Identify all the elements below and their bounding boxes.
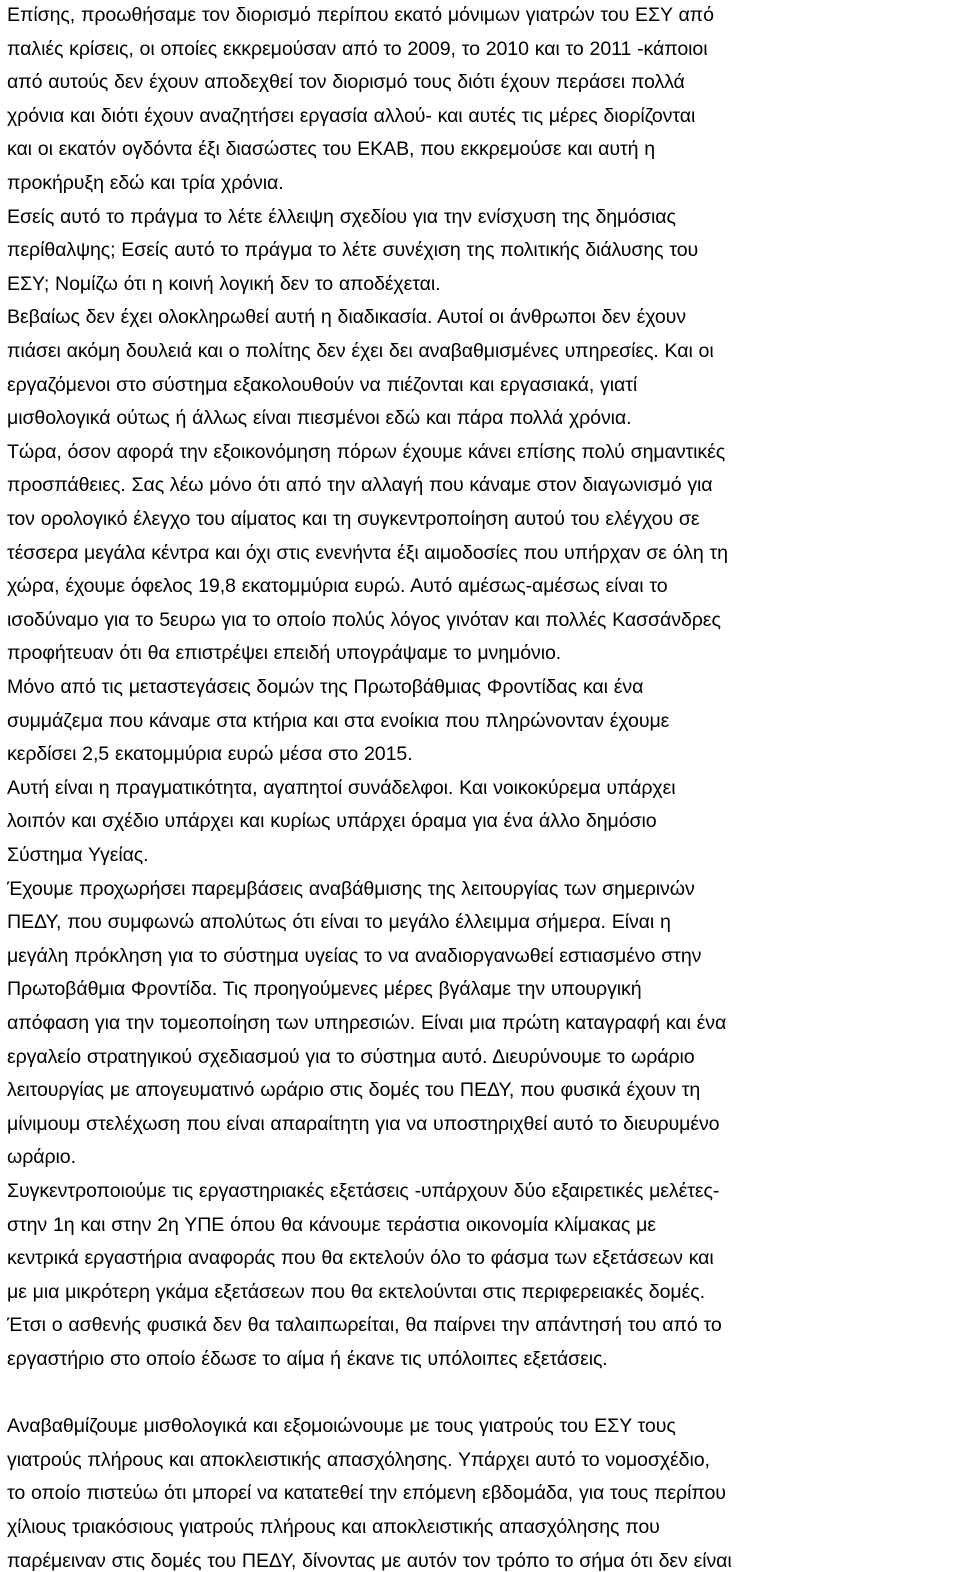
text-line: ΠΕΔΥ, που συμφωνώ απολύτως ότι είναι το μεγάλο έλλειμμα σήμερα. Είναι η [7, 911, 671, 934]
text-line: τον ορολογικό έλεγχο του αίματος και τη συγκεντροποίηση αυτού του ελέγχου σε [7, 508, 700, 530]
text-line: Συγκεντροποιούμε τις εργαστηριακές εξετάσεις -υπάρχουν δύο εξαιρετικές μελέτες- [7, 1180, 720, 1202]
text-line: εργαζόμενοι στο σύστημα εξακολουθούν να πιέζονται και εργασιακά, γιατί [7, 373, 638, 396]
text-line: κερδίσει 2,5 εκατομμύρια ευρώ μέσα στο 2015. [7, 743, 413, 766]
text-line: πιάσει ακόμη δουλειά και ο πολίτης δεν έχει δει αναβαθμισμένες υπηρεσίες. Και οι [7, 340, 714, 362]
text-line: γιατρούς πλήρους και αποκλειστικής απασχόλησης. Υπάρχει αυτό το νομοσχέδιο, [7, 1448, 710, 1471]
text-line: Εσείς αυτό το πράγμα το λέτε έλλειψη σχεδίου για την ενίσχυση της δημόσιας [7, 205, 676, 228]
text-line: εργαλείο στρατηγικού σχεδιασμού για το σύστημα αυτό. Διευρύνουμε το ωράριο [7, 1045, 695, 1068]
text-line: προσπάθειες. Σας λέω μόνο ότι από την αλλαγή που κάναμε στον διαγωνισμό για [7, 474, 713, 497]
text-line: και οι εκατόν ογδόντα έξι διασώστες του ΕΚΑΒ, που εκκρεμούσε και αυτή η [7, 138, 656, 161]
text-line: εργαστήριο στο οποίο έδωσε το αίμα ή έκανε τις υπόλοιπες εξετάσεις. [7, 1348, 608, 1370]
text-line: από αυτούς δεν έχουν αποδεχθεί τον διορισμό τους διότι έχουν περάσει πολλά [7, 71, 685, 94]
text-line: κεντρικά εργαστήρια αναφοράς που θα εκτελούν όλο το φάσμα των εξετάσεων και [7, 1247, 714, 1270]
text-line: Βεβαίως δεν έχει ολοκληρωθεί αυτή η διαδικασία. Αυτοί οι άνθρωποι δεν έχουν [7, 306, 686, 329]
text-line: παλιές κρίσεις, οι οποίες εκκρεμούσαν από το 2009, το 2010 και το 2011 -κάποιοι [7, 37, 708, 60]
text-line: λοιπόν και σχέδιο υπάρχει και κυρίως υπάρχει όραμα για ένα άλλο δημόσιο [7, 810, 657, 833]
text-line: παρέμειναν στις δομές του ΠΕΔΥ, δίνοντας με αυτόν τον τρόπο το σήμα ότι δεν είναι [7, 1549, 732, 1572]
text-line: προφήτευαν ότι θα επιστρέψει επειδή υπογράψαμε το μνημόνιο. [7, 642, 562, 665]
text-line: ισοδύναμο για το 5ευρω για το οποίο πολύς λόγος γινόταν και πολλές Κασσάνδρες [7, 608, 721, 631]
text-line: τέσσερα μεγάλα κέντρα και όχι στις ενενήντα έξι αιμοδοσίες που υπήρχαν σε όλη τη [7, 541, 728, 564]
text-line: το οποίο πιστεύω ότι μπορεί να κατατεθεί την επόμενη εβδομάδα, για τους περίπου [7, 1482, 726, 1505]
text-line: Πρωτοβάθμια Φροντίδα. Τις προηγούμενες μέρες βγάλαμε την υπουργική [7, 978, 642, 1001]
text-line: στην 1η και στην 2η ΥΠΕ όπου θα κάνουμε τεράστια οικονομία κλίμακας με [7, 1213, 656, 1236]
text-line: Επίσης, προωθήσαμε τον διορισμό περίπου εκατό μόνιμων γιατρών του ΕΣΥ από [7, 4, 714, 26]
text-line: Αυτή είναι η πραγματικότητα, αγαπητοί συνάδελφοι. Και νοικοκύρεμα υπάρχει [7, 776, 676, 799]
text-line: μίνιμουμ στελέχωση που είναι απαραίτητη για να υποστηριχθεί αυτό το διευρυμένο [7, 1112, 720, 1135]
text-line: με μια μικρότερη γκάμα εξετάσεων που θα εκτελούνται στις περιφερειακές δομές. [7, 1280, 705, 1303]
text-line: περίθαλψης; Εσείς αυτό το πράγμα το λέτε συνέχιση της πολιτικής διάλυσης του [7, 239, 699, 262]
text-line: Αναβαθμίζουμε μισθολογικά και εξομοιώνουμε με τους γιατρούς του ΕΣΥ τους [7, 1415, 676, 1438]
text-line: συμμάζεμα που κάναμε στα κτήρια και στα ενοίκια που πληρώνονταν έχουμε [7, 709, 670, 732]
text-line: Τώρα, όσον αφορά την εξοικονόμηση πόρων έχουμε κάνει επίσης πολύ σημαντικές [7, 440, 726, 463]
text-line: Έτσι ο ασθενής φυσικά δεν θα ταλαιπωρείται, θα παίρνει την απάντησή του από το [7, 1314, 722, 1337]
text-line: χώρα, έχουμε όφελος 19,8 εκατομμύρια ευρώ. Αυτό αμέσως-αμέσως είναι το [7, 575, 668, 598]
text-line: λειτουργίας με απογευματινό ωράριο στις δομές του ΠΕΔΥ, που φυσικά έχουν τη [7, 1079, 701, 1102]
text-line: μισθολογικά ούτως ή άλλως είναι πιεσμένοι εδώ και πάρα πολλά χρόνια. [7, 407, 632, 430]
text-line: Σύστημα Υγείας. [7, 844, 149, 866]
text-line: προκήρυξη εδώ και τρία χρόνια. [7, 172, 284, 194]
text-line: χίλιους τριακόσιους γιατρούς πλήρους και αποκλειστικής απασχόλησης που [7, 1516, 660, 1538]
text-line: μεγάλη πρόκληση για το σύστημα υγείας το να αναδιοργανωθεί εστιασμένο στην [7, 944, 702, 967]
text-line: χρόνια και διότι έχουν αναζητήσει εργασία αλλού- και αυτές τις μέρες διορίζονται [7, 104, 696, 127]
text-line: Μόνο από τις μεταστεγάσεις δομών της Πρωτοβάθμιας Φροντίδας και ένα [7, 676, 644, 698]
text-line: απόφαση για την τομεοποίηση των υπηρεσιών. Είναι μια πρώτη καταγραφή και ένα [7, 1012, 727, 1034]
text-line: Έχουμε προχωρήσει παρεμβάσεις αναβάθμισης της λειτουργίας των σημερινών [7, 877, 695, 900]
text-line: ωράριο. [7, 1146, 76, 1169]
text-line: ΕΣΥ; Νομίζω ότι η κοινή λογική δεν το αποδέχεται. [7, 272, 441, 295]
